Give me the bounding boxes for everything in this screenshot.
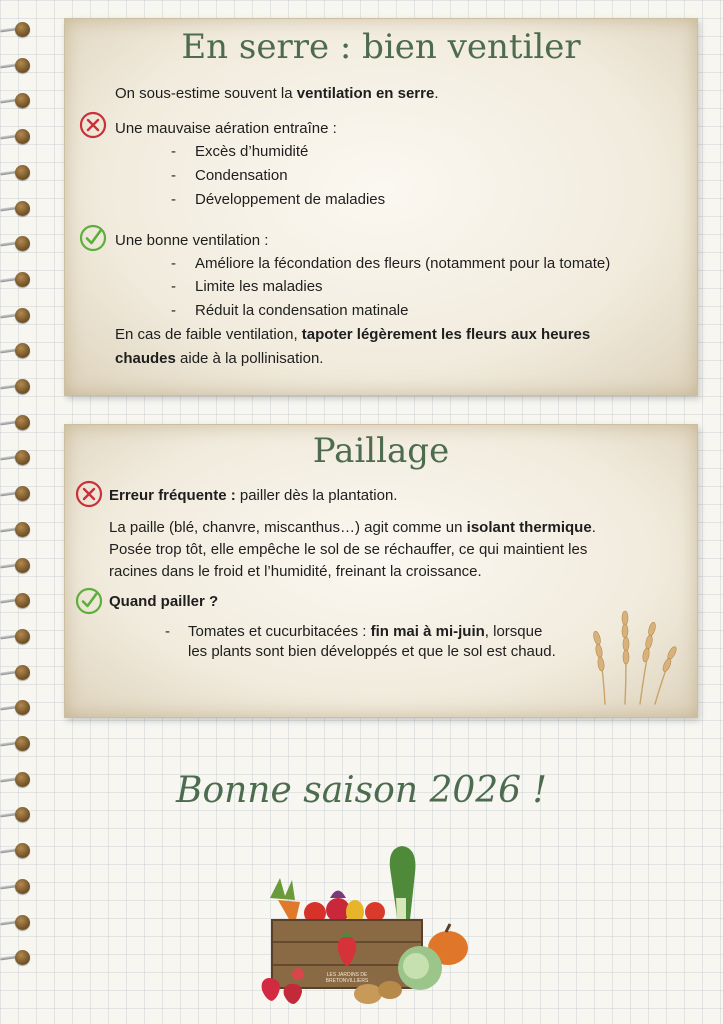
paragraph-line-1 — [109, 518, 596, 538]
paragraph-line-3: racines dans le froid et l’humidité, freinant la croissance. — [109, 563, 482, 580]
good-item: Améliore la fécondation des fleurs (notamment pour la tomate) — [195, 255, 611, 272]
intro-text — [115, 84, 439, 104]
vegetable-crate-illustration — [250, 838, 480, 1018]
card-title: Paillage — [312, 431, 450, 471]
paragraph-line-2: Posée trop tôt, elle empêche le sol de se réchauffer, ce qui maintient les — [109, 541, 588, 558]
check-icon — [79, 224, 107, 252]
spiral-hole — [15, 22, 30, 37]
spiral-hole — [15, 522, 30, 537]
spiral-ring — [0, 734, 36, 754]
spiral-hole — [15, 201, 30, 216]
spiral-ring — [0, 448, 36, 468]
spiral-ring — [0, 199, 36, 219]
tip-bold: tapoter légèrement les fleurs aux heures — [301, 326, 591, 343]
spiral-ring — [0, 234, 36, 254]
card-title: En serre : bien ventiler — [181, 27, 581, 67]
when-item-line-2: les plants sont bien développés et que le sol est chaud. — [188, 643, 556, 660]
spiral-ring — [0, 270, 36, 290]
spiral-ring — [0, 306, 36, 326]
bad-ventilation-label: Une mauvaise aération entraîne : — [115, 120, 337, 137]
good-item: Réduit la condensation matinale — [195, 302, 409, 319]
spiral-hole — [15, 843, 30, 858]
spiral-ring — [0, 627, 36, 647]
bullet-dash: - — [171, 302, 176, 319]
spiral-hole — [15, 486, 30, 501]
when-bold: fin mai à mi-juin — [370, 623, 485, 640]
spiral-hole — [15, 450, 30, 465]
when-text: , lorsque — [484, 623, 543, 640]
para-text: . — [591, 519, 596, 536]
spiral-hole — [15, 950, 30, 965]
spiral-hole — [15, 915, 30, 930]
spiral-hole — [15, 165, 30, 180]
spiral-ring — [0, 127, 36, 147]
para-text: La paille (blé, chanvre, miscanthus…) agit comme un — [109, 519, 467, 536]
error-bold: Erreur fréquente : — [109, 487, 236, 504]
spiral-hole — [15, 343, 30, 358]
when-text: Tomates et cucurbitacées : — [188, 623, 371, 640]
spiral-ring — [0, 91, 36, 111]
spiral-hole — [15, 272, 30, 287]
spiral-ring — [0, 413, 36, 433]
logo-text-2: BRETONVILLIERS — [325, 978, 369, 984]
intro-bold: ventilation en serre — [296, 85, 435, 102]
spiral-hole — [15, 93, 30, 108]
good-ventilation-label: Une bonne ventilation : — [115, 232, 269, 249]
logo-text-1: LES JARDINS DE — [326, 972, 368, 978]
spiral-ring — [0, 163, 36, 183]
greenhouse-ventilation-card — [64, 18, 698, 396]
spiral-ring — [0, 877, 36, 897]
spiral-hole — [15, 629, 30, 644]
tip-bold: chaudes — [115, 350, 176, 367]
bad-item: Condensation — [195, 167, 288, 184]
spiral-hole — [15, 736, 30, 751]
tip-line-1 — [115, 325, 590, 345]
cross-icon — [79, 111, 107, 139]
when-to-mulch-label: Quand pailler ? — [109, 593, 219, 610]
closing-message: Bonne saison 2026 ! — [175, 770, 547, 811]
common-error-line — [109, 486, 397, 506]
bullet-dash: - — [171, 167, 176, 184]
bad-item: Excès d’humidité — [195, 143, 309, 160]
spiral-hole — [15, 129, 30, 144]
para-bold: isolant thermique — [466, 519, 592, 536]
spiral-ring — [0, 556, 36, 576]
spiral-hole — [15, 879, 30, 894]
spiral-ring — [0, 841, 36, 861]
spiral-hole — [15, 665, 30, 680]
spiral-ring — [0, 520, 36, 540]
intro-after: . — [434, 85, 439, 102]
bad-item: Développement de maladies — [195, 191, 386, 208]
intro-before: On sous-estime souvent la — [115, 85, 297, 102]
spiral-binding — [0, 0, 40, 1024]
spiral-hole — [15, 308, 30, 323]
spiral-ring — [0, 341, 36, 361]
when-item-line-1 — [188, 622, 542, 642]
spiral-hole — [15, 593, 30, 608]
spiral-ring — [0, 913, 36, 933]
tip-text: aide à la pollinisation. — [175, 350, 324, 367]
bullet-dash: - — [171, 255, 176, 272]
tip-line-2 — [115, 349, 323, 369]
cross-icon — [75, 480, 103, 508]
spiral-ring — [0, 948, 36, 968]
spiral-ring — [0, 698, 36, 718]
spiral-hole — [15, 700, 30, 715]
bullet-dash: - — [171, 191, 176, 208]
spiral-hole — [15, 415, 30, 430]
spiral-hole — [15, 558, 30, 573]
bullet-dash: - — [171, 278, 176, 295]
spiral-hole — [15, 379, 30, 394]
spiral-ring — [0, 663, 36, 683]
error-text: pailler dès la plantation. — [235, 487, 398, 504]
spiral-ring — [0, 591, 36, 611]
bullet-dash: - — [165, 623, 170, 640]
wheat-illustration — [575, 596, 685, 706]
spiral-ring — [0, 377, 36, 397]
spiral-ring — [0, 484, 36, 504]
spiral-ring — [0, 56, 36, 76]
spiral-ring — [0, 20, 36, 40]
spiral-hole — [15, 236, 30, 251]
spiral-hole — [15, 58, 30, 73]
check-icon — [75, 587, 103, 615]
bullet-dash: - — [171, 143, 176, 160]
tip-text: En cas de faible ventilation, — [115, 326, 302, 343]
good-item: Limite les maladies — [195, 278, 323, 295]
